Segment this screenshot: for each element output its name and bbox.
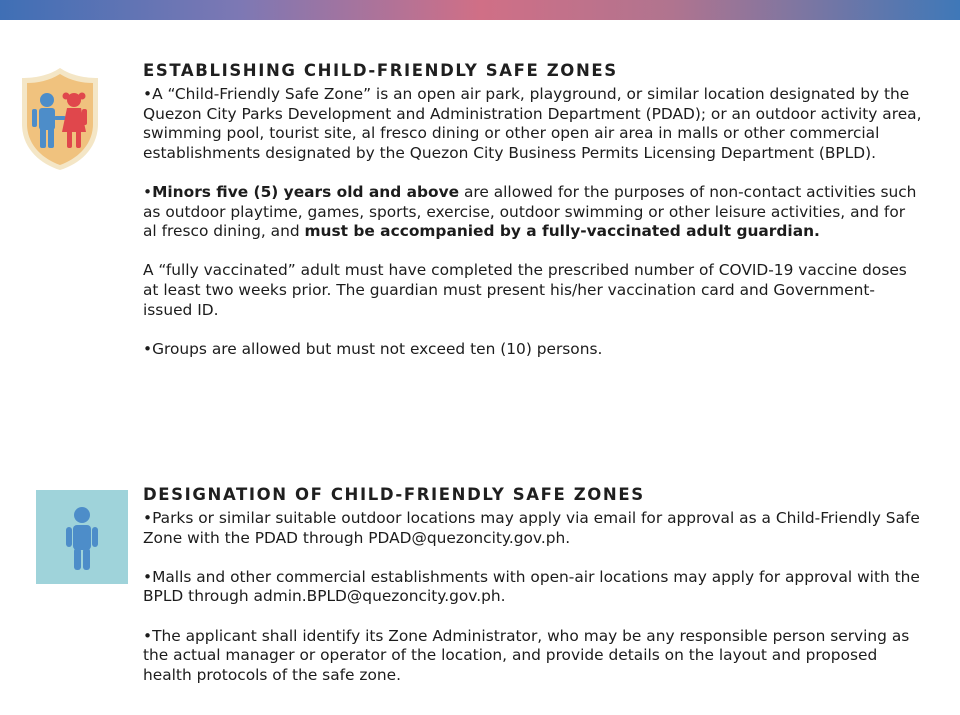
section-establishing-content xyxy=(143,60,923,379)
paragraph-fully-vaccinated: A “fully vaccinated” adult must have completed the prescribed number of COVID-19 vaccine doses at least two weeks prior. The guardian must present his/her vaccination card and Government-issued ID. xyxy=(143,261,907,319)
bold-guardian: must be accompanied by a fully-vaccinated adult guardian. xyxy=(304,222,820,241)
bold-minors: Minors five (5) years old and above xyxy=(152,182,460,201)
paragraph-minors xyxy=(143,183,923,242)
paragraph-zone-administrator: •The applicant shall identify its Zone Administrator, who may be any responsible person serving as the actual manager or operator of the location, and provide details on the layout and proposed health protocols of the safe zone. xyxy=(143,626,910,684)
child-figure-icon xyxy=(36,490,128,584)
paragraph-parks: •Parks or similar suitable outdoor locations may apply via email for approval as a Child-Friendly Safe Zone with the PDAD through PDAD@quezoncity.gov.ph. xyxy=(143,509,920,547)
section-heading: ESTABLISHING CHILD-FRIENDLY SAFE ZONES xyxy=(143,61,618,80)
bullet: • xyxy=(143,182,153,201)
paragraph-groups: •Groups are allowed but must not exceed ten (10) persons. xyxy=(143,339,603,358)
children-shield-icon xyxy=(18,66,102,172)
section-designation-content xyxy=(143,484,923,705)
text-minors: are allowed for the purposes of non-contact activities such as outdoor playtime, games, sports, exercise, outdoor swimming or other leisure activities, and for al fresco dining, and xyxy=(143,182,917,241)
top-gradient-bar xyxy=(0,0,960,20)
paragraph-definition: •A “Child-Friendly Safe Zone” is an open air park, playground, or similar location designated by the Quezon City Parks Development and Administration Department (PDAD); or an outdoor activity area, swimming pool, tourist site, al fresco dining or other open air area in malls or other commercial establishments designated by the Quezon City Business Permits Licensing Department (BPLD). xyxy=(143,85,922,162)
paragraph-malls: •Malls and other commercial establishments with open-air locations may apply for approval with the BPLD through admin.BPLD@quezoncity.gov.ph. xyxy=(143,567,920,606)
section-heading: DESIGNATION OF CHILD-FRIENDLY SAFE ZONES xyxy=(143,485,645,504)
